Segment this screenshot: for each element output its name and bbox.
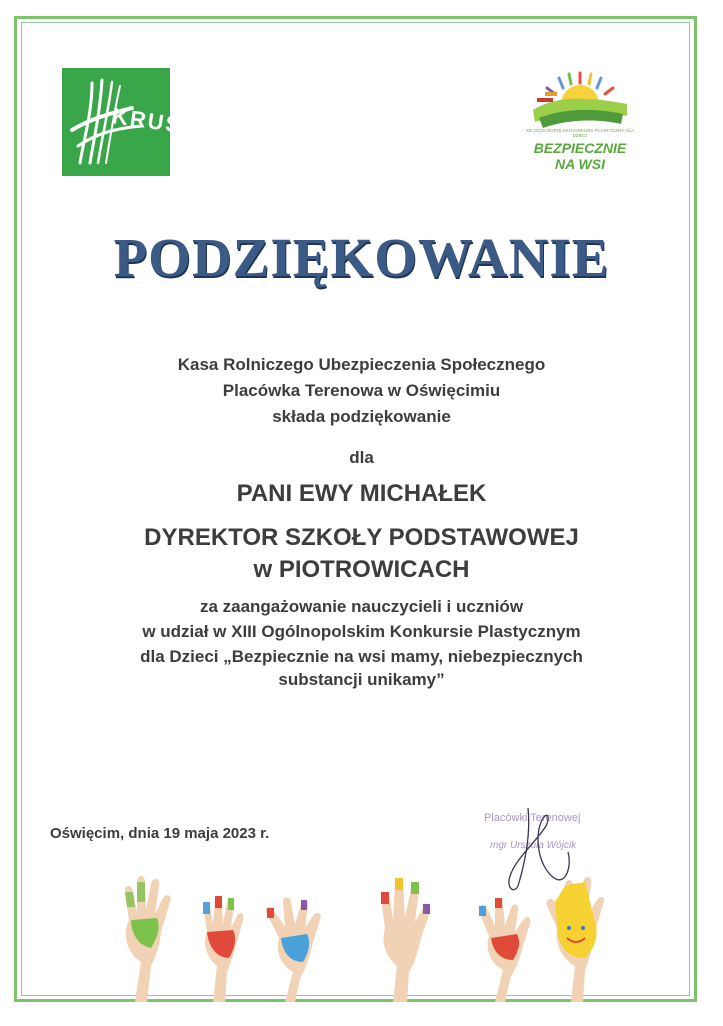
for-word: dla bbox=[349, 448, 374, 467]
campaign-logo bbox=[525, 70, 635, 180]
recipient-title-2: w PIOTROWICACH bbox=[253, 556, 470, 583]
reason-line-4: substancji unikamy” bbox=[278, 670, 445, 689]
certificate-heading: PODZIĘKOWANIE bbox=[113, 227, 610, 288]
campaign-title-line2: NA WSI bbox=[554, 156, 606, 172]
reason-line-2: w udział w XIII Ogólnopolskim Konkursie Plastycznym bbox=[142, 622, 581, 641]
recipient-title-1: DYREKTOR SZKOŁY PODSTAWOWEJ bbox=[144, 524, 579, 551]
sun-field-icon bbox=[525, 70, 635, 130]
campaign-title-line1: BEZPIECZNIE bbox=[533, 140, 627, 156]
reason-line-3: dla Dzieci „Bezpiecznie na wsi mamy, niebezpiecznych bbox=[140, 647, 583, 666]
issuer-line-1: Kasa Rolniczego Ubezpieczenia Społecznego bbox=[177, 355, 546, 374]
campaign-small-text: XIII OGÓLNOPOLSKI KONKURS PLASTYCZNY DLA DZIECI bbox=[525, 128, 635, 138]
stamp-line-1: Placówki Terenowej bbox=[484, 812, 581, 824]
red-blue-hand-icon bbox=[479, 898, 531, 1002]
yellow-hand-icon bbox=[547, 877, 605, 1002]
painted-hands-illustration bbox=[95, 862, 640, 1002]
red-hand-icon bbox=[203, 896, 243, 1003]
green-hand-icon bbox=[125, 876, 171, 1002]
recipient-name: PANI EWY MICHAŁEK bbox=[236, 480, 487, 507]
blue-hand-icon bbox=[266, 898, 321, 1003]
krus-logo-text: KRUS bbox=[110, 103, 184, 138]
rainbow-hand-icon bbox=[381, 878, 431, 1002]
issuer-line-3: składa podziękowanie bbox=[272, 407, 451, 426]
krus-logo bbox=[62, 68, 184, 176]
reason-line-1: za zaangażowanie nauczycieli i uczniów bbox=[199, 597, 524, 616]
campaign-title bbox=[525, 140, 635, 172]
date-line: Oświęcim, dnia 19 maja 2023 r. bbox=[50, 825, 270, 842]
issuer-line-2: Placówka Terenowa w Oświęcimiu bbox=[222, 381, 501, 400]
stamp-line-2: mgr Urszula Wójcik bbox=[490, 840, 577, 851]
